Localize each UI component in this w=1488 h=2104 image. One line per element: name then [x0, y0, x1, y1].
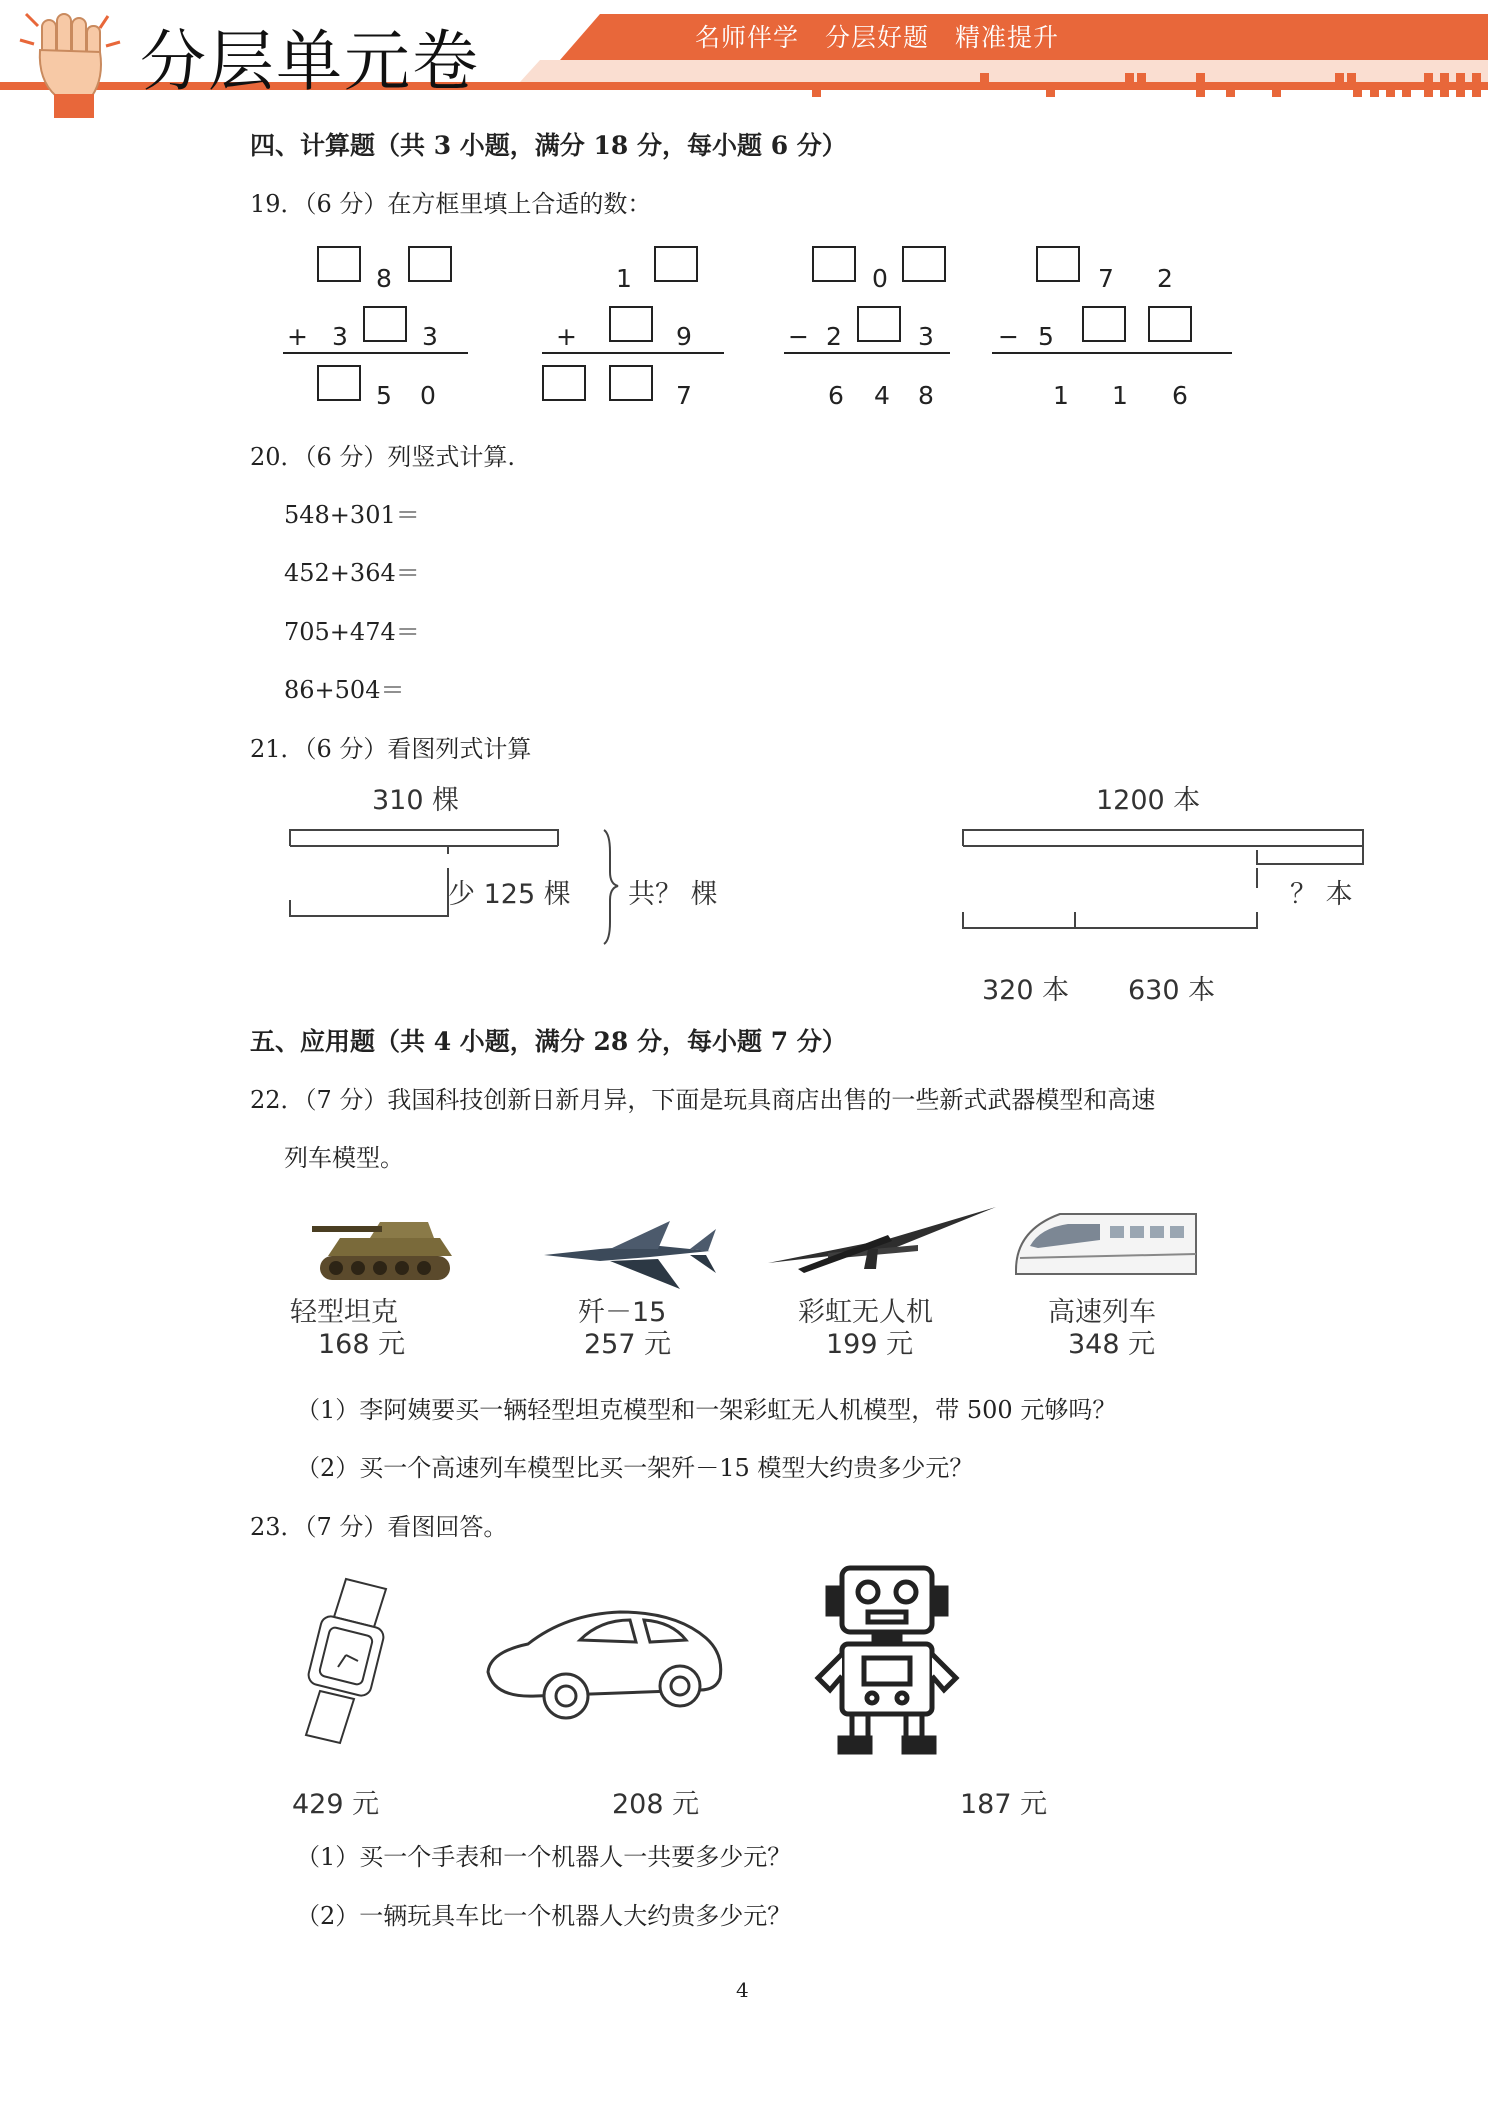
total-label: 1200 本 [1096, 785, 1201, 816]
drone-name: 彩虹无人机 [798, 1297, 933, 1328]
sum-line [992, 352, 1232, 354]
digit: 1 [1053, 381, 1069, 410]
answer-box[interactable] [609, 365, 653, 401]
robot-icon [812, 1558, 962, 1758]
sum-label: 共？ 棵 [628, 879, 718, 910]
answer-box[interactable] [317, 365, 361, 401]
question-label: ？ 本 [1290, 879, 1353, 910]
answer-box[interactable] [902, 246, 946, 282]
digit: 3 [422, 322, 438, 351]
q20-item-3: 705+474＝ [284, 618, 420, 646]
operator: − [998, 322, 1019, 351]
header-slogan: 名师伴学 分层好题 精准提升 [695, 23, 1060, 52]
train-price: 348 元 [1068, 1329, 1156, 1360]
digit: 6 [1172, 381, 1188, 410]
answer-box[interactable] [317, 246, 361, 282]
answer-box[interactable] [857, 306, 901, 342]
sum-line [542, 352, 724, 354]
section-4-heading: 四、计算题（共 3 小题，满分 18 分，每小题 6 分） [250, 131, 847, 160]
answer-box[interactable] [1148, 306, 1192, 342]
tank-price: 168 元 [318, 1329, 406, 1360]
answer-box[interactable] [542, 365, 586, 401]
answer-box[interactable] [408, 246, 452, 282]
total-label: 310 棵 [372, 785, 460, 816]
answer-box[interactable] [363, 306, 407, 342]
answer-box[interactable] [1036, 246, 1080, 282]
tank-icon [310, 1210, 470, 1290]
q19-stem: 19．（6 分）在方框里填上合适的数： [250, 190, 652, 218]
header-title: 分层单元卷 [140, 23, 480, 100]
digit: 8 [918, 381, 934, 410]
train-icon [1010, 1200, 1200, 1285]
operator: − [788, 322, 809, 351]
section-5-heading: 五、应用题（共 4 小题，满分 28 分，每小题 7 分） [250, 1027, 847, 1056]
q20-item-2: 452+364＝ [284, 559, 420, 587]
jet-price: 257 元 [584, 1329, 672, 1360]
digit: 7 [676, 381, 692, 410]
robot-price: 187 元 [960, 1789, 1048, 1820]
q20-stem: 20．（6 分）列竖式计算. [250, 443, 516, 471]
digit: 0 [420, 381, 436, 410]
digit: 2 [826, 322, 842, 351]
q22-sub1: （1）李阿姨要买一辆轻型坦克模型和一架彩虹无人机模型，带 500 元够吗？ [296, 1396, 1117, 1424]
q22-sub2: （2）买一个高速列车模型比买一架歼－15 模型大约贵多少元？ [296, 1454, 974, 1482]
q23-stem: 23．（7 分）看图回答。 [250, 1513, 508, 1541]
part1-label: 320 本 [982, 975, 1070, 1006]
sum-line [784, 352, 950, 354]
drone-icon [768, 1205, 998, 1285]
jet-name: 歼－15 [578, 1297, 667, 1328]
digit: 4 [874, 381, 890, 410]
digit: 0 [872, 264, 888, 293]
digit: 2 [1157, 264, 1173, 293]
digit: 6 [828, 381, 844, 410]
watch-price: 429 元 [292, 1789, 380, 1820]
train-name: 高速列车 [1048, 1297, 1156, 1328]
digit: 9 [676, 322, 692, 351]
q23-sub1: （1）买一个手表和一个机器人一共要多少元？ [296, 1843, 792, 1871]
answer-box[interactable] [1082, 306, 1126, 342]
watch-icon [300, 1575, 410, 1745]
operator: + [556, 322, 577, 351]
digit: 5 [1038, 322, 1054, 351]
digit: 3 [918, 322, 934, 351]
digit: 5 [376, 381, 392, 410]
digit: 7 [1098, 264, 1114, 293]
tank-name: 轻型坦克 [290, 1297, 398, 1328]
q22-stem-line1: 22．（7 分）我国科技创新日新月异，下面是玩具商店出售的一些新式武器模型和高速 [250, 1086, 1156, 1114]
digit: 1 [616, 264, 632, 293]
digit: 3 [332, 322, 348, 351]
car-icon [480, 1598, 730, 1728]
car-price: 208 元 [612, 1789, 700, 1820]
less-label: 少 125 棵 [448, 879, 571, 910]
q22-stem-line2: 列车模型。 [284, 1144, 404, 1172]
digit: 8 [376, 264, 392, 293]
q23-sub2: （2）一辆玩具车比一个机器人大约贵多少元？ [296, 1902, 792, 1930]
drone-price: 199 元 [826, 1329, 914, 1360]
q20-item-1: 548+301＝ [284, 501, 420, 529]
digit: 1 [1112, 381, 1128, 410]
answer-box[interactable] [609, 306, 653, 342]
page-number: 4 [736, 1978, 749, 2002]
answer-box[interactable] [654, 246, 698, 282]
operator: + [287, 322, 308, 351]
q20-item-4: 86+504＝ [284, 676, 405, 704]
q21-stem: 21．（6 分）看图列式计算 [250, 735, 532, 763]
fist-logo-icon [12, 0, 132, 118]
jet-icon [540, 1215, 720, 1295]
sum-line [283, 352, 468, 354]
answer-box[interactable] [812, 246, 856, 282]
part2-label: 630 本 [1128, 975, 1216, 1006]
